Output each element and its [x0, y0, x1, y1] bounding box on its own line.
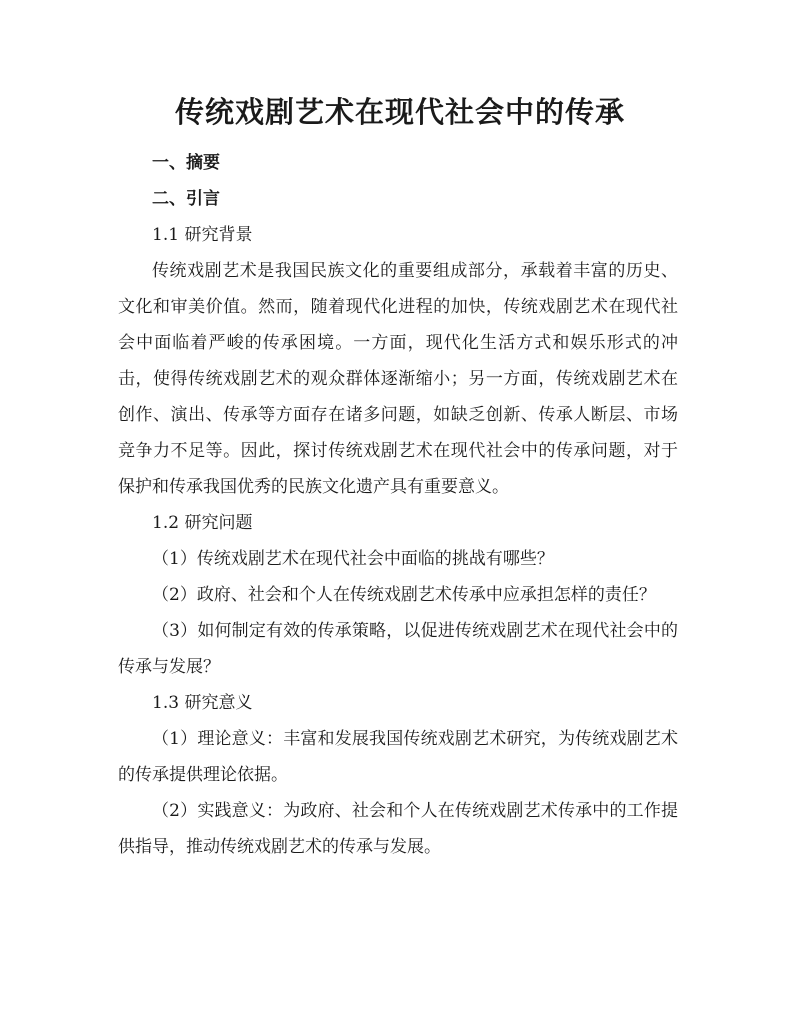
document-title: 传统戏剧艺术在现代社会中的传承 [174, 95, 625, 129]
significance-item-1: （1）理论意义：丰富和发展我国传统戏剧艺术研究，为传统戏剧艺术的传承提供理论依据。 [118, 729, 678, 785]
section-questions-heading: 1.2 研究问题 [152, 513, 253, 533]
heading-abstract: 一、摘要 [152, 153, 220, 173]
document-body [118, 145, 678, 865]
significance-item-2: （2）实践意义：为政府、社会和个人在传统戏剧艺术传承中的工作提供指导，推动传统戏剧艺术的传承与发展。 [118, 801, 678, 857]
section-background-heading: 1.1 研究背景 [152, 225, 253, 245]
section-background-paragraph: 传统戏剧艺术是我国民族文化的重要组成部分，承载着丰富的历史、文化和审美价值。然而，随着现代化进程的加快，传统戏剧艺术在现代社会中面临着严峻的传承困境。一方面，现代化生活方式和娱乐形式的冲击，使得传统戏剧艺术的观众群体逐渐缩小；另一方面，传统戏剧艺术在创作、演出、传承等方面存在诸多问题，如缺乏创新、传承人断层、市场竞争力不足等。因此，探讨传统戏剧艺术在现代社会中的传承问题，对于保护和传承我国优秀的民族文化遗产具有重要意义。 [118, 261, 678, 497]
section-significance-heading: 1.3 研究意义 [152, 693, 253, 713]
question-item-3: （3）如何制定有效的传承策略，以促进传统戏剧艺术在现代社会中的传承与发展？ [118, 621, 678, 677]
question-item-1: （1）传统戏剧艺术在现代社会中面临的挑战有哪些？ [152, 549, 554, 569]
question-item-2: （2）政府、社会和个人在传统戏剧艺术传承中应承担怎样的责任？ [152, 585, 656, 605]
heading-introduction: 二、引言 [152, 189, 220, 209]
